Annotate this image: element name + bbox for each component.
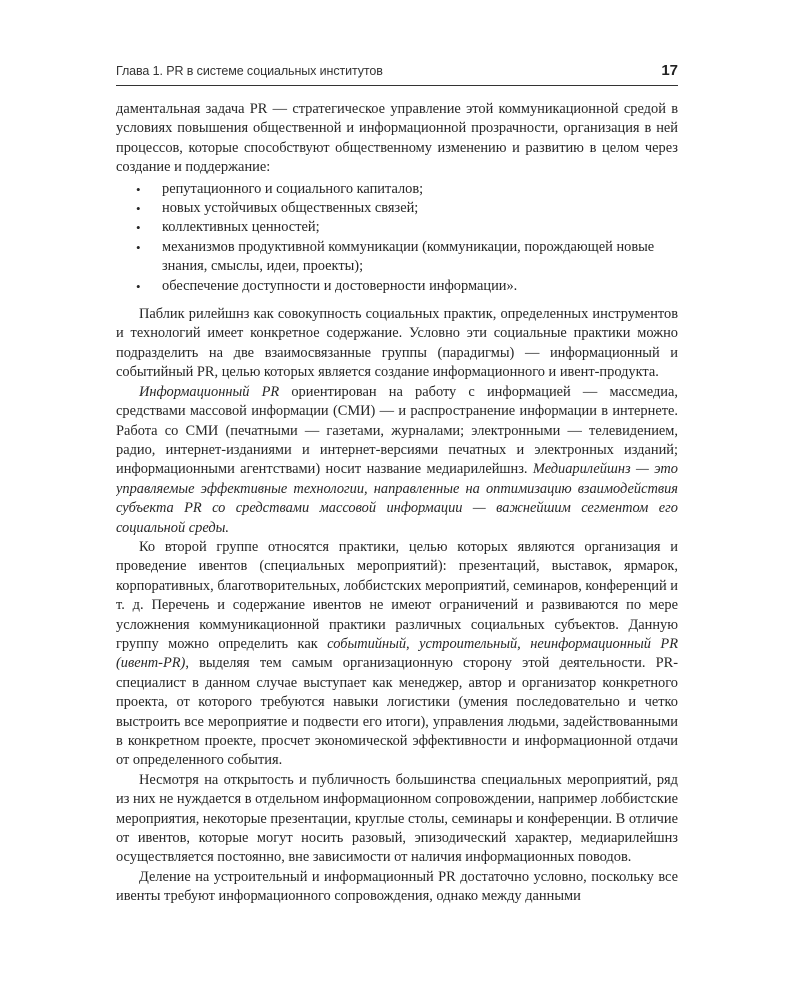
paragraph-division: Деление на устроительный и информационный PR достаточно условно, поскольку все ивенты требуют информационного сопровождения, однако между данными [116, 868, 678, 905]
running-head [116, 62, 678, 86]
paragraph-public-relations: Паблик рилейшнз как совокупность социальных практик, определенных инструментов и технологий имеет конкретное содержание. Условно эти социальные практики можно подразделить на две взаимосвязанные группы (парадигмы) — информационный и событийный PR, целью которых является создание информационного и ивент-продукта. [116, 306, 678, 381]
term-event-pr: событийный, устроительный, неинформационный PR (ивент-PR) [116, 635, 678, 672]
paragraph-openness: Несмотря на открытость и публичность большинства специальных мероприятий, ряд из них не нуждается в отдельном информационном сопровождении, например лоббистские мероприятия, некоторые презентации, круглые столы, семинары и конференции. В отличие от ивентов, которые могут носить разовый, эпизодический характер, медиарилейшнз осуществляется постоянно, вне зависимости от наличия информационных поводов. [116, 771, 678, 866]
paragraph-event-pr-end: , выделяя тем самым организационную сторону этой деятельности. PR-специалист в данном случае выступает как менеджер, автор и организатор конкретного проекта, от которого требуются навыки логистики (умения последовательно и четко выстроить все мероприятие и подвести его итоги), управления людьми, задействованными в конкретном проекте, просчет экономической эффективности и информационной отдачи от определенного события. [116, 655, 678, 769]
term-information-pr: Информационный PR [139, 383, 280, 400]
bullet-item: • механизмов продуктивной коммуникации (коммуникации, порождающей новые знания, смыслы, идеи, проекты); [162, 238, 678, 277]
media-relations-definition: Медиарилейшнз — это управляемые эффективные технологии, направленные на оптимизацию взаимодействия субъекта PR со средствами массовой информации — важнейшим сегментом его социальной среды. [116, 461, 678, 536]
bullet-item: • обеспечение доступности и достоверности информации». [162, 277, 678, 296]
book-page [116, 62, 678, 992]
intro-paragraph: даментальная задача PR — стратегическое управление этой коммуникационной средой в условиях повышения общественной и информационной прозрачности, организация в ней процессов, которые способствуют общественному изменению и развитию в целом через создание и поддержание: [116, 101, 678, 176]
paragraph-information-pr-text: ориентирован на работу с информацией — массмедиа, средствами массовой информации (СМИ) — и распространение информации в интернете. Работа со СМИ (печатными — газетами, журналами; электронными — телевидением, радио, интернет-изданиями и интернет-версиями печатных и электронных изданий; информационными агентствами) носит название медиарилейшнз. [116, 383, 678, 478]
bullet-item: • новых устойчивых общественных связей; [162, 199, 678, 218]
paragraph-event-pr-start: Ко второй группе относятся практики, целью которых являются организация и проведение ивентов (специальных мероприятий): презентаций, выставок, ярмарок, корпоративных, благотворительных, лоббистских мероприятий, семинаров, конференций и т. д. Перечень и содержание ивентов не имеют ограничений и развиваются по мере усложнения коммуникационной практики различных социальных субъектов. Данную группу можно определить как [116, 538, 678, 652]
chapter-title: Глава 1. PR в системе социальных институтов [116, 64, 383, 78]
paragraph-event-pr [116, 538, 678, 771]
body-text [116, 100, 678, 907]
bullet-item: • коллективных ценностей; [162, 218, 678, 237]
bullet-item: • репутационного и социального капиталов; [162, 180, 678, 199]
page-number: 17 [661, 62, 678, 79]
paragraph-information-pr [116, 383, 678, 538]
bullet-list [116, 180, 678, 296]
